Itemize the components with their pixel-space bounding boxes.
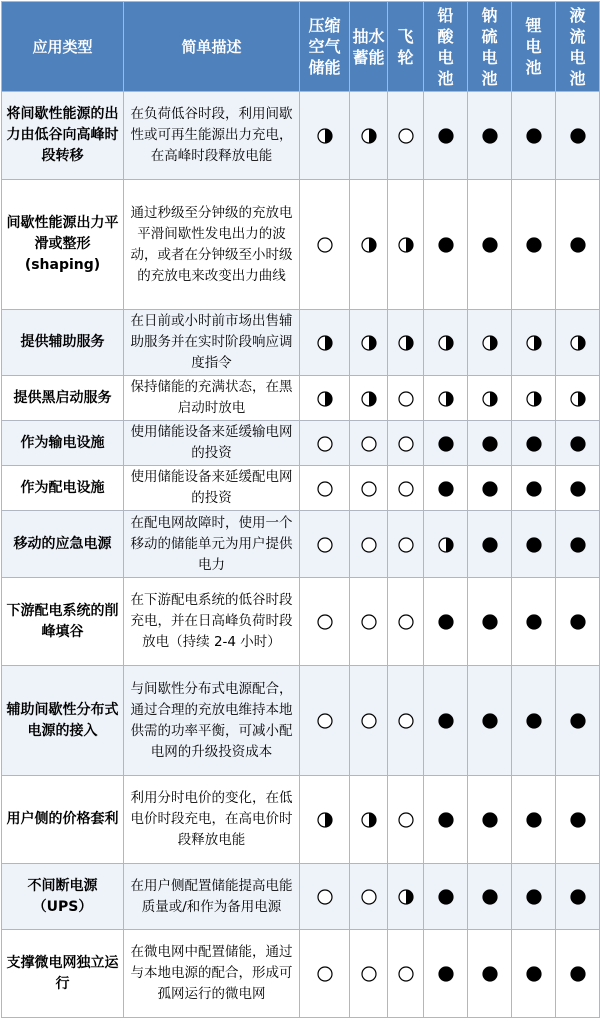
header-tech-label: 抽水蓄能 <box>352 26 385 67</box>
full-circle-icon <box>481 435 499 453</box>
rating-cell <box>468 421 512 466</box>
empty-circle-icon <box>397 480 415 498</box>
full-circle-icon <box>437 888 455 906</box>
rating-cell <box>300 466 350 511</box>
full-circle-icon <box>525 712 543 730</box>
empty-circle-icon <box>316 435 334 453</box>
description-cell: 使用储能设备来延缓配电网的投资 <box>124 466 300 511</box>
rating-cell <box>468 864 512 930</box>
half-circle-icon <box>481 390 499 408</box>
header-tech-label: 锂电池 <box>525 16 542 77</box>
rating-cell <box>424 864 468 930</box>
full-circle-icon <box>569 536 587 554</box>
rating-cell <box>512 310 556 376</box>
header-app-type: 应用类型 <box>2 2 124 92</box>
half-circle-icon <box>397 334 415 352</box>
rating-cell <box>350 180 388 310</box>
header-tech-label: 飞轮 <box>397 26 414 67</box>
rating-cell <box>512 180 556 310</box>
half-circle-icon <box>569 334 587 352</box>
rating-cell <box>424 92 468 180</box>
rating-cell <box>350 376 388 421</box>
description-cell: 使用储能设备来延缓输电网的投资 <box>124 421 300 466</box>
rating-cell <box>556 930 600 1018</box>
rating-cell <box>512 421 556 466</box>
rating-cell <box>556 310 600 376</box>
rating-cell <box>556 511 600 578</box>
application-type-cell: 提供黑启动服务 <box>2 376 124 421</box>
half-circle-icon <box>360 127 378 145</box>
empty-circle-icon <box>397 965 415 983</box>
application-type-cell: 不间断电源（UPS） <box>2 864 124 930</box>
full-circle-icon <box>525 435 543 453</box>
table-row <box>2 310 600 376</box>
rating-cell <box>468 466 512 511</box>
rating-cell <box>388 776 424 864</box>
full-circle-icon <box>569 480 587 498</box>
rating-cell <box>468 376 512 421</box>
rating-cell <box>350 511 388 578</box>
rating-cell <box>468 578 512 666</box>
empty-circle-icon <box>397 712 415 730</box>
full-circle-icon <box>569 712 587 730</box>
full-circle-icon <box>437 236 455 254</box>
application-type-cell: 辅助间歇性分布式电源的接入 <box>2 666 124 776</box>
empty-circle-icon <box>316 480 334 498</box>
table-row <box>2 180 600 310</box>
rating-cell <box>350 310 388 376</box>
header-lithium <box>512 2 556 92</box>
rating-cell <box>388 180 424 310</box>
application-type-cell: 支撑微电网独立运行 <box>2 930 124 1018</box>
rating-cell <box>468 776 512 864</box>
half-circle-icon <box>360 390 378 408</box>
description-cell: 在下游配电系统的低谷时段充电，并在日高峰负荷时段放电（持续 2-4 小时） <box>124 578 300 666</box>
full-circle-icon <box>569 888 587 906</box>
description-cell: 通过秒级至分钟级的充放电平滑间歇性发电出力的波动，或者在分钟级至小时级的充放电来改变出力曲线 <box>124 180 300 310</box>
rating-cell <box>350 466 388 511</box>
header-sodium-sulfur <box>468 2 512 92</box>
rating-cell <box>300 666 350 776</box>
rating-cell <box>468 930 512 1018</box>
full-circle-icon <box>525 888 543 906</box>
table-row <box>2 511 600 578</box>
full-circle-icon <box>569 127 587 145</box>
empty-circle-icon <box>360 435 378 453</box>
rating-cell <box>424 310 468 376</box>
half-circle-icon <box>360 334 378 352</box>
rating-cell <box>300 310 350 376</box>
header-tech-label: 压缩空气储能 <box>308 16 341 77</box>
rating-cell <box>512 92 556 180</box>
rating-cell <box>300 92 350 180</box>
empty-circle-icon <box>360 480 378 498</box>
full-circle-icon <box>481 965 499 983</box>
half-circle-icon <box>569 390 587 408</box>
rating-cell <box>350 666 388 776</box>
rating-cell <box>556 578 600 666</box>
empty-circle-icon <box>316 965 334 983</box>
empty-circle-icon <box>360 888 378 906</box>
empty-circle-icon <box>360 536 378 554</box>
full-circle-icon <box>569 811 587 829</box>
rating-cell <box>388 864 424 930</box>
table-row <box>2 666 600 776</box>
full-circle-icon <box>437 965 455 983</box>
description-cell: 保持储能的充满状态，在黑启动时放电 <box>124 376 300 421</box>
rating-cell <box>424 776 468 864</box>
full-circle-icon <box>569 435 587 453</box>
table-body <box>2 92 600 1018</box>
full-circle-icon <box>437 712 455 730</box>
application-type-cell: 下游配电系统的削峰填谷 <box>2 578 124 666</box>
table-row <box>2 376 600 421</box>
full-circle-icon <box>525 811 543 829</box>
half-circle-icon <box>360 811 378 829</box>
description-cell: 在负荷低谷时段，利用间歇性或可再生能源出力充电，在高峰时段释放电能 <box>124 92 300 180</box>
empty-circle-icon <box>316 236 334 254</box>
header-compressed-air <box>300 2 350 92</box>
full-circle-icon <box>437 811 455 829</box>
full-circle-icon <box>437 480 455 498</box>
rating-cell <box>512 776 556 864</box>
full-circle-icon <box>437 613 455 631</box>
rating-cell <box>388 421 424 466</box>
table-row <box>2 864 600 930</box>
rating-cell <box>350 776 388 864</box>
rating-cell <box>300 864 350 930</box>
rating-cell <box>300 511 350 578</box>
rating-cell <box>512 930 556 1018</box>
table-row <box>2 930 600 1018</box>
header-flow-battery <box>556 2 600 92</box>
header-tech-label: 钠硫电池 <box>481 5 498 88</box>
rating-cell <box>556 864 600 930</box>
header-description: 简单描述 <box>124 2 300 92</box>
rating-cell <box>388 310 424 376</box>
full-circle-icon <box>437 127 455 145</box>
empty-circle-icon <box>397 811 415 829</box>
empty-circle-icon <box>397 127 415 145</box>
rating-cell <box>300 578 350 666</box>
rating-cell <box>300 930 350 1018</box>
full-circle-icon <box>481 536 499 554</box>
full-circle-icon <box>481 712 499 730</box>
empty-circle-icon <box>360 613 378 631</box>
full-circle-icon <box>481 480 499 498</box>
rating-cell <box>388 92 424 180</box>
description-cell: 在配电网故障时，使用一个移动的储能单元为用户提供电力 <box>124 511 300 578</box>
storage-application-table <box>1 1 600 1018</box>
full-circle-icon <box>569 236 587 254</box>
full-circle-icon <box>481 613 499 631</box>
description-cell: 在微电网中配置储能，通过与本地电源的配合，形成可孤网运行的微电网 <box>124 930 300 1018</box>
full-circle-icon <box>481 127 499 145</box>
application-type-cell: 用户侧的价格套利 <box>2 776 124 864</box>
full-circle-icon <box>525 613 543 631</box>
table-row <box>2 92 600 180</box>
rating-cell <box>350 421 388 466</box>
rating-cell <box>468 310 512 376</box>
application-type-cell: 作为配电设施 <box>2 466 124 511</box>
rating-cell <box>468 511 512 578</box>
empty-circle-icon <box>397 390 415 408</box>
application-type-cell: 将间歇性能源的出力由低谷向高峰时段转移 <box>2 92 124 180</box>
rating-cell <box>512 511 556 578</box>
rating-cell <box>424 180 468 310</box>
application-type-cell: 提供辅助服务 <box>2 310 124 376</box>
empty-circle-icon <box>360 965 378 983</box>
empty-circle-icon <box>360 712 378 730</box>
half-circle-icon <box>397 888 415 906</box>
rating-cell <box>300 180 350 310</box>
description-cell: 在用户侧配置储能提高电能质量或/和作为备用电源 <box>124 864 300 930</box>
table-row <box>2 466 600 511</box>
description-cell: 利用分时电价的变化，在低电价时段充电，在高电价时段释放电能 <box>124 776 300 864</box>
full-circle-icon <box>525 480 543 498</box>
half-circle-icon <box>525 334 543 352</box>
description-cell: 与间歇性分布式电源配合，通过合理的充放电维持本地供需的功率平衡，可减小配电网的升级投资成本 <box>124 666 300 776</box>
rating-cell <box>556 666 600 776</box>
header-tech-label: 液流电池 <box>569 5 586 88</box>
rating-cell <box>300 776 350 864</box>
rating-cell <box>468 92 512 180</box>
rating-cell <box>350 930 388 1018</box>
rating-cell <box>388 511 424 578</box>
rating-cell <box>424 930 468 1018</box>
description-cell: 在日前或小时前市场出售辅助服务并在实时阶段响应调度指令 <box>124 310 300 376</box>
rating-cell <box>424 421 468 466</box>
empty-circle-icon <box>397 536 415 554</box>
rating-cell <box>512 578 556 666</box>
rating-cell <box>300 376 350 421</box>
full-circle-icon <box>481 811 499 829</box>
half-circle-icon <box>437 536 455 554</box>
application-type-cell: 间歇性能源出力平滑或整形(shaping) <box>2 180 124 310</box>
rating-cell <box>424 466 468 511</box>
half-circle-icon <box>316 334 334 352</box>
header-pumped-hydro <box>350 2 388 92</box>
header-flywheel <box>388 2 424 92</box>
half-circle-icon <box>437 390 455 408</box>
table-row <box>2 578 600 666</box>
rating-cell <box>512 864 556 930</box>
half-circle-icon <box>525 390 543 408</box>
rating-cell <box>556 180 600 310</box>
header-tech-label: 铅酸电池 <box>437 5 454 88</box>
full-circle-icon <box>569 613 587 631</box>
rating-cell <box>556 421 600 466</box>
empty-circle-icon <box>316 712 334 730</box>
rating-cell <box>468 666 512 776</box>
half-circle-icon <box>316 811 334 829</box>
rating-cell <box>556 92 600 180</box>
empty-circle-icon <box>316 613 334 631</box>
full-circle-icon <box>525 965 543 983</box>
rating-cell <box>350 864 388 930</box>
half-circle-icon <box>360 236 378 254</box>
rating-cell <box>388 466 424 511</box>
rating-cell <box>388 376 424 421</box>
rating-cell <box>300 421 350 466</box>
rating-cell <box>512 666 556 776</box>
rating-cell <box>468 180 512 310</box>
full-circle-icon <box>481 236 499 254</box>
empty-circle-icon <box>397 435 415 453</box>
rating-cell <box>424 376 468 421</box>
rating-cell <box>424 511 468 578</box>
rating-cell <box>388 578 424 666</box>
rating-cell <box>512 466 556 511</box>
header-row <box>2 2 600 92</box>
application-type-cell: 作为输电设施 <box>2 421 124 466</box>
empty-circle-icon <box>316 536 334 554</box>
full-circle-icon <box>437 435 455 453</box>
half-circle-icon <box>316 390 334 408</box>
rating-cell <box>388 930 424 1018</box>
full-circle-icon <box>525 536 543 554</box>
full-circle-icon <box>481 888 499 906</box>
rating-cell <box>556 776 600 864</box>
rating-cell <box>512 376 556 421</box>
half-circle-icon <box>481 334 499 352</box>
rating-cell <box>556 466 600 511</box>
rating-cell <box>350 578 388 666</box>
rating-cell <box>424 578 468 666</box>
empty-circle-icon <box>316 888 334 906</box>
full-circle-icon <box>525 236 543 254</box>
table-row <box>2 776 600 864</box>
half-circle-icon <box>437 334 455 352</box>
full-circle-icon <box>569 965 587 983</box>
rating-cell <box>424 666 468 776</box>
empty-circle-icon <box>397 613 415 631</box>
half-circle-icon <box>316 127 334 145</box>
full-circle-icon <box>525 127 543 145</box>
application-type-cell: 移动的应急电源 <box>2 511 124 578</box>
table-row <box>2 421 600 466</box>
rating-cell <box>388 666 424 776</box>
half-circle-icon <box>397 236 415 254</box>
rating-cell <box>350 92 388 180</box>
rating-cell <box>556 376 600 421</box>
header-lead-acid <box>424 2 468 92</box>
